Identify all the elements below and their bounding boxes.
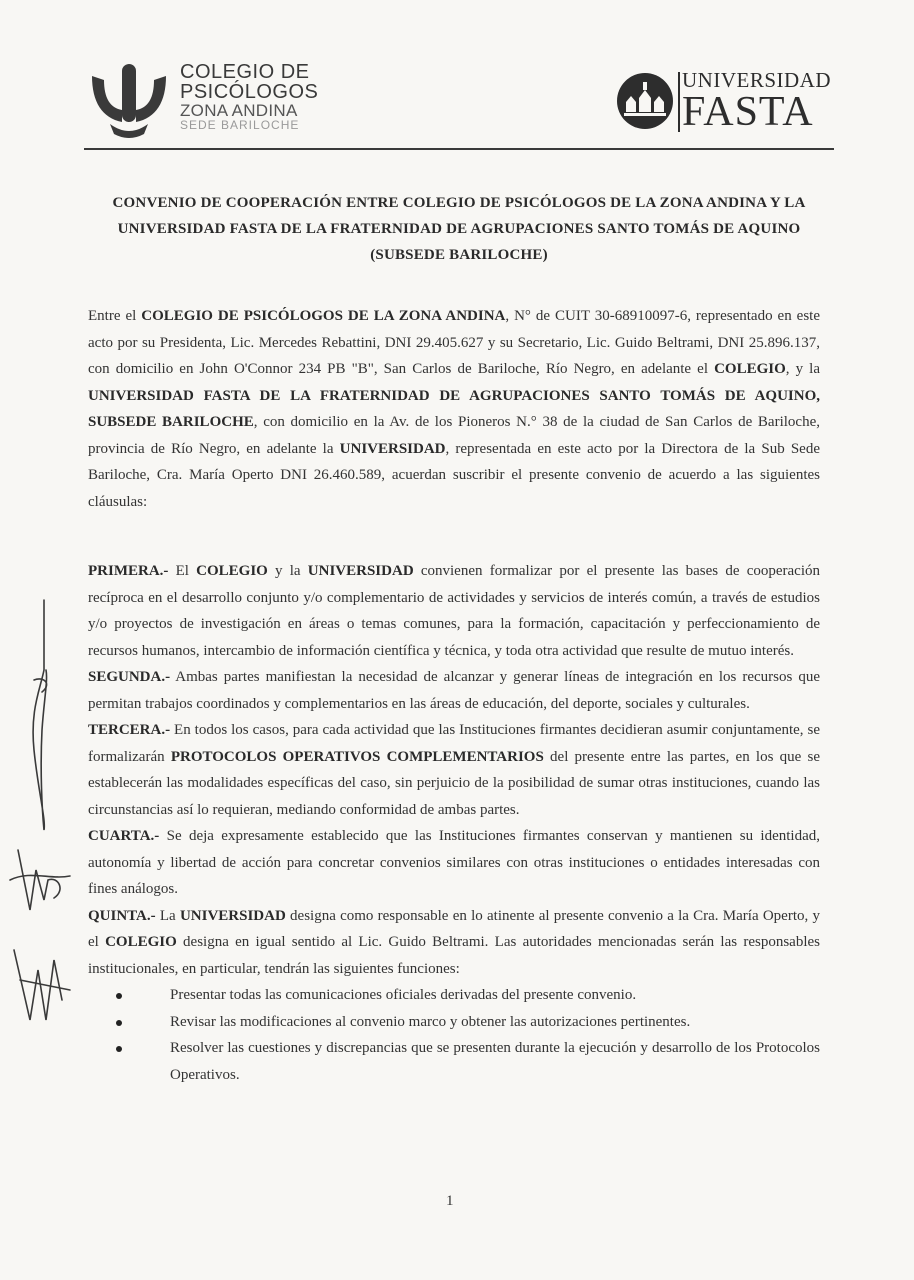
clause-heading: TERCERA.- <box>88 722 171 738</box>
clause-text: En todos los casos, para cada actividad que las Instituciones firmantes decidieran asumir conjuntamente, se formalizarán <box>88 722 820 765</box>
list-item-text: Revisar las modificaciones al convenio marco y obtener las autorizaciones pertinentes. <box>170 1013 691 1030</box>
clause-primera <box>88 558 820 664</box>
letterhead <box>88 58 833 153</box>
bullet-icon <box>116 1046 122 1052</box>
signature-2 <box>10 850 70 910</box>
intro-bold-colegio-name: COLEGIO DE PSICÓLOGOS DE LA ZONA ANDINA <box>141 308 506 324</box>
clause-segunda <box>88 664 820 717</box>
fasta-emblem-icon <box>616 72 674 130</box>
list-item-text: Presentar todas las comunicaciones oficiales derivadas del presente convenio. <box>170 987 637 1003</box>
clause-text: Ambas partes manifiestan la necesidad de alcanzar y generar líneas de integración en los recursos que permitan trabajos coordinados y complementarios en las áreas de educación, del deporte, sociales y culturales. <box>88 669 820 712</box>
header-rule <box>84 148 834 150</box>
clause-bold: COLEGIO <box>105 934 177 950</box>
intro-text: , y la <box>785 361 820 377</box>
document-title: CONVENIO DE COOPERACIÓN ENTRE COLEGIO DE PSICÓLOGOS DE LA ZONA ANDINA Y LA UNIVERSIDAD FASTA DE LA FRATERNIDAD DE AGRUPACIONES SANTO TOMÁS DE AQUINO (SUBSEDE BARILOCHE) <box>112 195 806 263</box>
clause-heading: SEGUNDA.- <box>88 669 171 685</box>
fasta-logo-text <box>682 70 831 133</box>
intro-bold-universidad: UNIVERSIDAD <box>339 440 446 457</box>
colegio-logo-line1: COLEGIO DE <box>180 61 310 83</box>
clause-quinta <box>88 903 820 983</box>
clause-heading: QUINTA.- <box>88 907 156 924</box>
clause-text: designa en igual sentido al Lic. Guido Beltrami. Las autoridades mencionadas serán las responsables institucionales, en particular, tendrán las siguientes funciones: <box>88 934 820 977</box>
colegio-logo-line3: ZONA ANDINA <box>180 101 298 120</box>
intro-paragraph <box>88 303 820 515</box>
fasta-divider <box>678 72 680 132</box>
clause-bold: UNIVERSIDAD <box>179 907 286 924</box>
clause-text: y la <box>267 563 308 579</box>
list-item <box>88 1009 820 1036</box>
fasta-logo-line1: UNIVERSIDAD <box>682 68 831 92</box>
colegio-logo <box>88 58 319 143</box>
bullet-icon <box>116 993 122 999</box>
clause-text: convienen formalizar por el presente las bases de cooperación recíproca en el desarrollo conjunto y/o complementario de actividades y servicios de interés común, a través de estudios y/o proyectos de investigación en áreas o temas comunes, para la formación, capacitación y perfeccionamiento de recursos humanos, intercambio de información científica y técnica, y toda otra actividad que resulte de mutuo interés. <box>88 563 821 659</box>
colegio-logo-line4: SEDE BARILOCHE <box>180 118 300 132</box>
clause-text: Se deja expresamente establecido que las Instituciones firmantes conservan y mantienen su identidad, autonomía y libertad de acción para concretar convenios similares con otras instituciones o entidades interesadas con fines análogos. <box>88 828 820 897</box>
colegio-psi-icon <box>88 58 170 138</box>
colegio-logo-line2: PSICÓLOGOS <box>180 81 319 103</box>
page-number: 1 <box>446 1193 454 1209</box>
list-item <box>88 1035 820 1088</box>
clause-text: designa como responsable en lo atinente al presente convenio a la Cra. María Operto, y el <box>88 907 820 950</box>
clause-heading: CUARTA.- <box>88 828 160 844</box>
clause-text: La <box>155 907 180 924</box>
clause-text: del presente entre las partes, en los que se establecerán las modalidades específicas del caso, sin perjuicio de la posibilidad de sumar otras instituciones, cuando las circunstancias así lo requieran, mediando conformidad de ambas partes. <box>88 748 820 818</box>
list-item-text: Resolver las cuestiones y discrepancias que se presenten durante la ejecución y desarrollo de los Protocolos Operativos. <box>170 1040 820 1083</box>
colegio-logo-text <box>180 62 318 131</box>
signature-1 <box>33 600 47 830</box>
intro-text: , representada en este acto por la Directora de la Sub Sede Bariloche, Cra. María Operto DNI 26.460.589, acuerdan suscribir el presente convenio de acuerdo a las siguientes cláusulas: <box>88 440 820 510</box>
signature-3 <box>14 950 70 1020</box>
intro-text: Entre el <box>88 308 142 324</box>
list-item <box>88 982 820 1009</box>
intro-text: , N° de CUIT 30-68910097-6, representado en este acto por su Presidenta, Lic. Mercedes Rebattini, DNI 29.405.627 y su Secretario, Lic. Guido Beltrami, DNI 25.896.137, con domicilio en John O'Connor 234 PB "B", San Carlos de Bariloche, Río Negro, en adelante el <box>88 308 820 377</box>
clause-bold: COLEGIO <box>196 563 268 579</box>
intro-bold-colegio: COLEGIO <box>714 361 786 377</box>
clause-tercera <box>88 717 820 823</box>
clause-heading: PRIMERA.- <box>88 563 169 579</box>
clause-bold: PROTOCOLOS OPERATIVOS COMPLEMENTARIOS <box>170 748 544 765</box>
clause-text: El <box>168 563 197 579</box>
intro-text: , con domicilio en la Av. de los Pioneros N.° 38 de la ciudad de San Carlos de Bariloche, provincia de Río Negro, en adelante la <box>88 414 820 457</box>
quinta-bullet-list <box>88 982 820 1088</box>
clauses <box>88 558 820 1088</box>
margin-signatures <box>0 580 90 1050</box>
intro-bold-universidad-name: UNIVERSIDAD FASTA DE LA FRATERNIDAD DE AGRUPACIONES SANTO TOMÁS DE AQUINO, SUBSEDE BARILOCHE <box>88 387 820 430</box>
bullet-icon <box>116 1020 122 1026</box>
clause-bold: UNIVERSIDAD <box>307 563 414 579</box>
fasta-logo <box>616 70 831 140</box>
fasta-logo-line2: FASTA <box>682 89 814 135</box>
clause-cuarta <box>88 823 820 903</box>
